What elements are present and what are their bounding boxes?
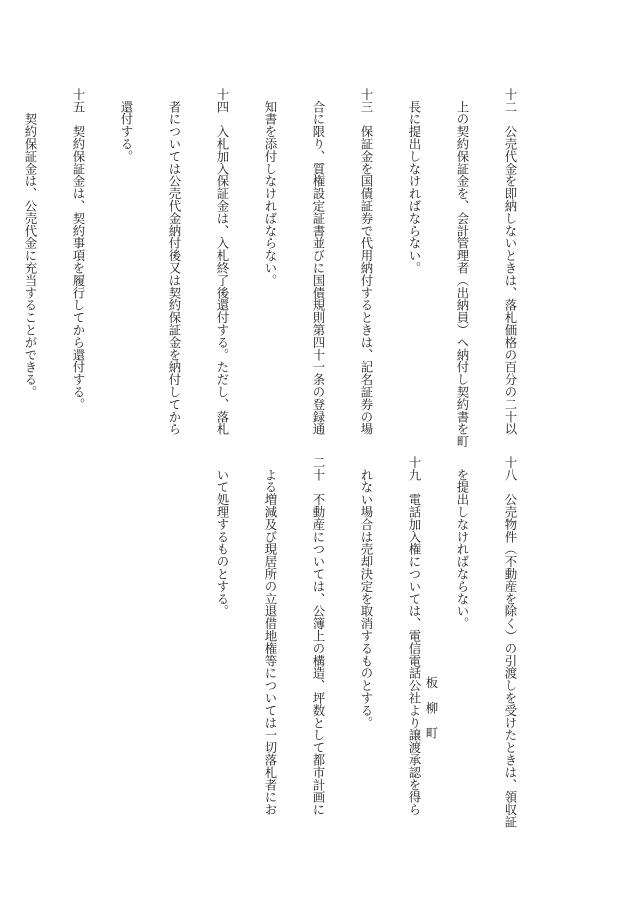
clause-line: れない場合は売却決定を取消するものとする。: [359, 456, 374, 729]
clause-line: 合に限り、質権設定証書並びに国債規則第四十一条の登録通: [311, 88, 326, 436]
clause-line: 長に提出しなければならない。: [407, 88, 422, 274]
clause-line: いて処理するものとする。: [215, 456, 230, 618]
clause-line: を提出しなければならない。: [455, 456, 470, 630]
clause-line: 十五 契約保証金は、契約事項を履行してから還付する。: [71, 88, 86, 411]
town-signature: 板柳町: [424, 676, 439, 753]
clause-line: 者については公売代金納付後又は契約保証金を納付してから: [167, 88, 182, 436]
clause-line: 十二 公売代金を即納しないときは、落札価格の百分の二十以: [503, 88, 518, 436]
clause-line: 十九 電話加入権については、電信電話公社より譲渡承認を得ら: [407, 456, 422, 816]
clause-line: 十八 公売物件（不動産を除く）の引渡しを受けたときは、領収証: [503, 456, 518, 828]
clause-line: 上の契約保証金を、会計管理者（出納員）へ納付し契約書を町: [455, 88, 470, 448]
clause-line: 十三 保証金を国債証券で代用納付するときは、記名証券の場: [359, 88, 374, 436]
lower-text-block: [182, 456, 550, 828]
clause-line: 知書を添付しなければならない。: [263, 88, 278, 287]
clause-line: 二十 不動産については、公簿上の構造、坪数として都市計画に: [311, 456, 326, 816]
clause-line: 契約保証金は、公売代金に充当することができる。: [23, 88, 38, 398]
clause-line: 十四 入札加入保証金は、入札終了後還付する。ただし、落札: [215, 88, 230, 436]
clause-line: 還付する。: [119, 88, 134, 163]
upper-text-block: [0, 88, 550, 448]
clause-line: よる増減及び現居所の立退借地権等については一切落札者にお: [263, 456, 278, 816]
